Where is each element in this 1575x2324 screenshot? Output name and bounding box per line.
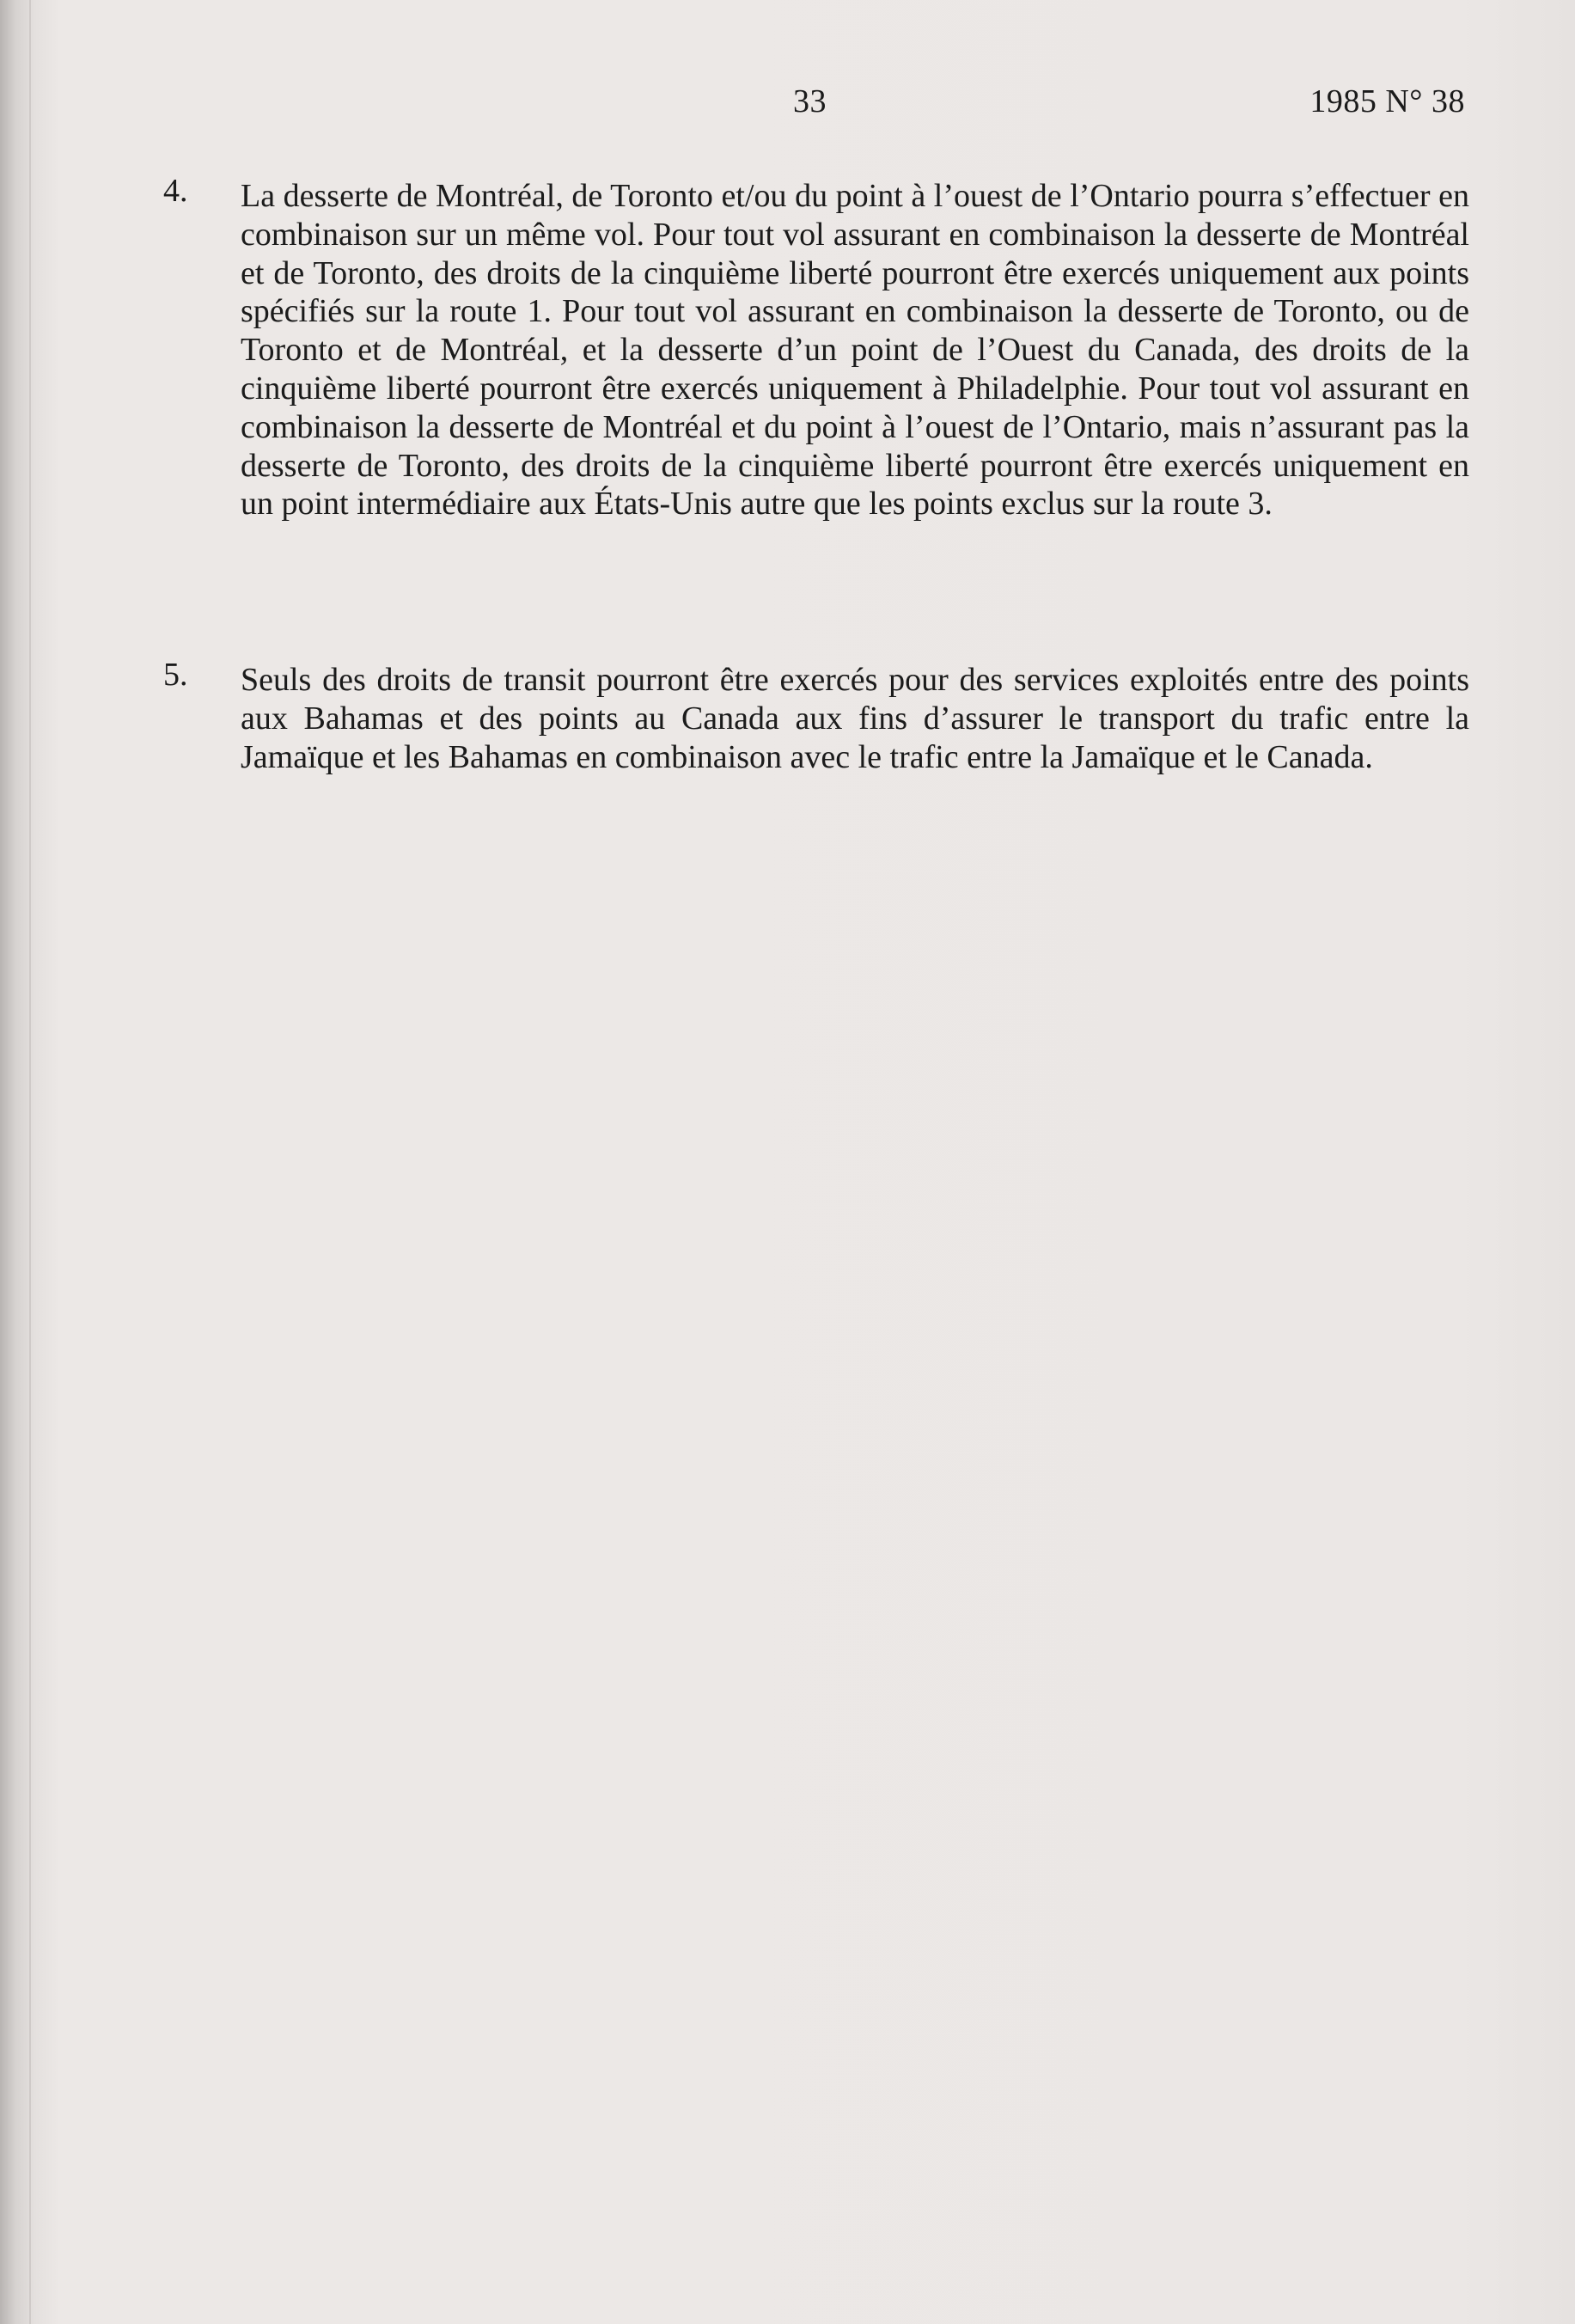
clause-4 [163,173,1469,523]
clause-text: La desserte de Montréal, de Toronto et/ou du point à l’ouest de l’Ontario pourra s’effectuer en combinaison sur un même vol. Pour tout vol assurant en combinaison la desserte de Montréal et de Toronto, des droits de la cinquième liberté pourront être exercés uniquement aux points spécifiés sur la route 1. Pour tout vol assurant en combinaison la desserte de Toronto, ou de Toronto et de Montréal, et la desserte d’un point de l’Ouest du Canada, des droits de la cinquième liberté pourront être exercés uniquement à Philadelphie. Pour tout vol assurant en combinaison la desserte de Montréal et du point à l’ouest de l’Ontario, mais n’assurant pas la desserte de Toronto, des droits de la cinquième liberté pourront être exercés uniquement en un point intermédiaire aux États-Unis autre que les points exclus sur la route 3. [241,178,1469,523]
clause-number: 4. [163,173,188,209]
clause-5 [163,657,1469,776]
binding-edge [29,0,31,2324]
clause-text: Seuls des droits de transit pourront être exercés pour des services exploités entre des points aux Bahamas et des points au Canada aux fins d’assurer le transport du trafic entre la Jamaïque et les Bahamas en combinaison avec le trafic entre la Jamaïque et le Canada. [241,662,1469,775]
document-reference: 1985 N° 38 [1309,83,1465,119]
page-number: 33 [793,83,827,119]
clause-number: 5. [163,657,188,693]
